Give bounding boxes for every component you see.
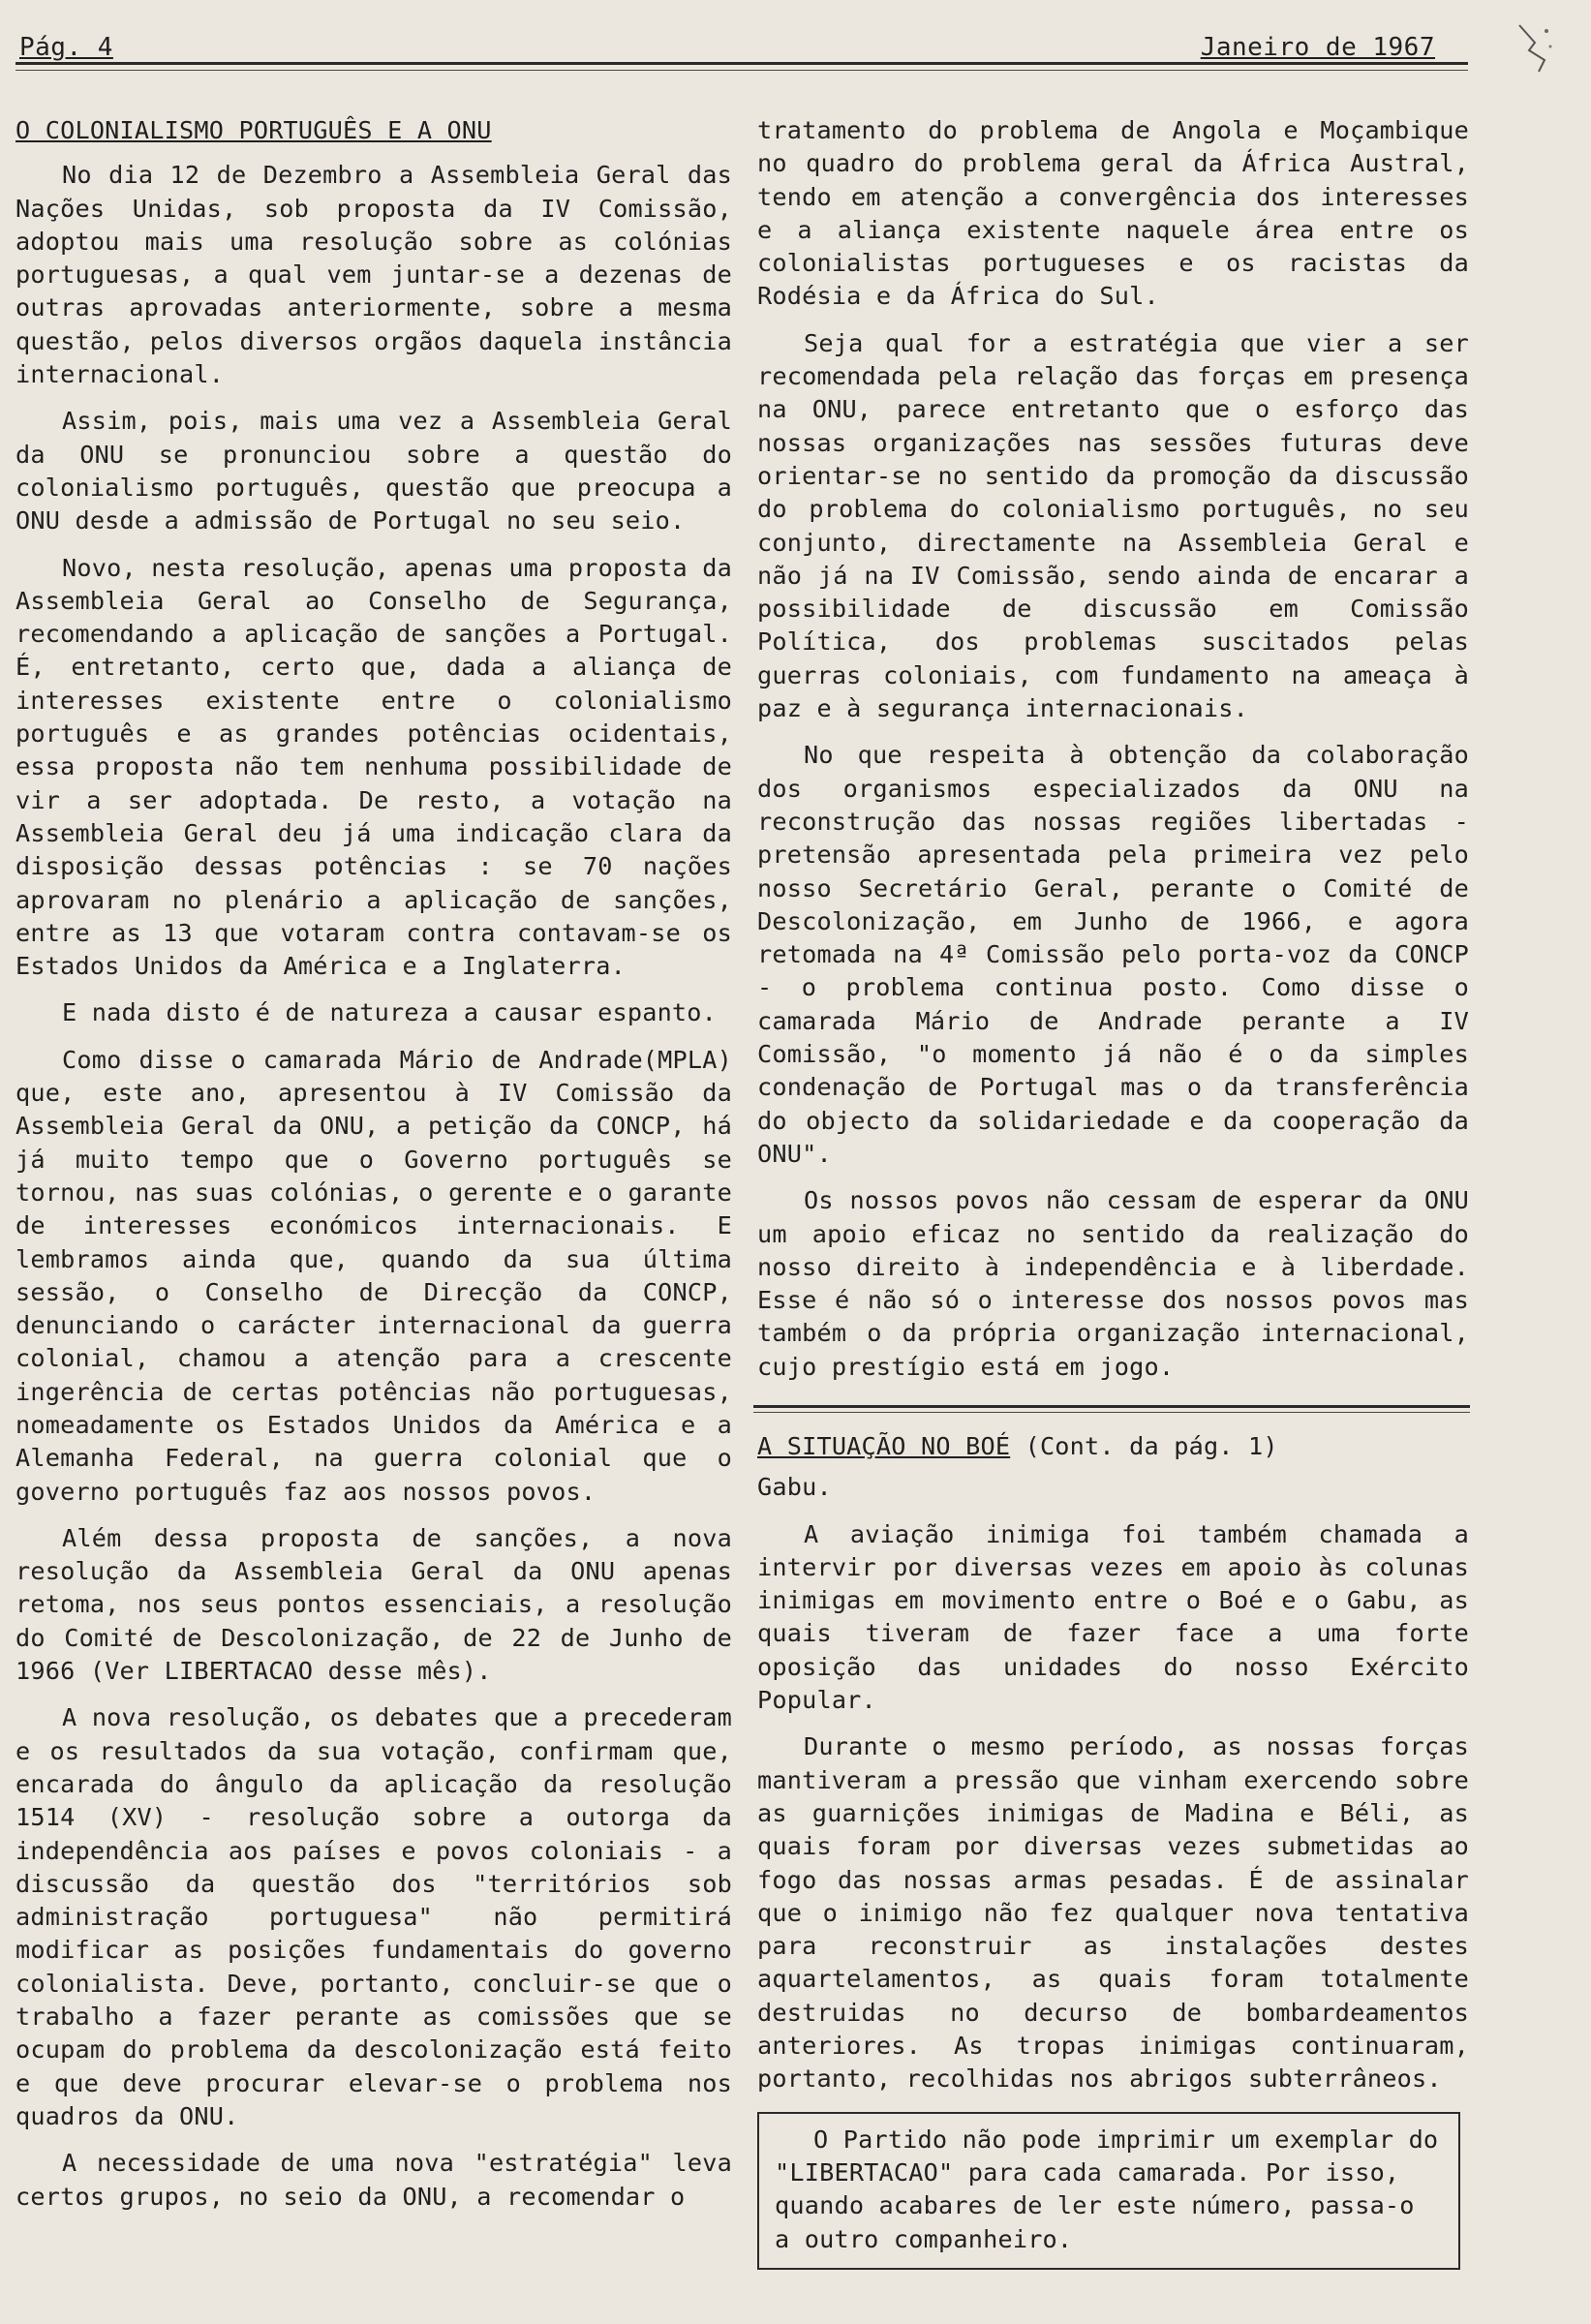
article-heading <box>757 1430 1469 1463</box>
paragraph: Gabu. <box>757 1473 832 1502</box>
paragraph: E nada disto é de natureza a causar espanto. <box>62 998 718 1027</box>
paragraph: A aviação inimiga foi também chamada a intervir por diversas vezes em apoio às colunas inimigas em movimento entre o Boé e o Gabu, as quais tiveram de fazer face a uma forte oposição das unidades do nosso Exército Popular. <box>757 1519 1469 1715</box>
article-title: O COLONIALISMO PORTUGUÊS E A ONU <box>15 116 492 144</box>
issue-date: Janeiro de 1967 <box>1200 33 1435 62</box>
paragraph: Os nossos povos não cessam de esperar da ONU um apoio eficaz no sentido da realização do nosso direito à independência e à liberdade. Esse é não só o interesse dos nossos povos mas também o da própria organização internacional, cujo prestígio está em jogo. <box>757 1186 1469 1381</box>
ink-smudge-icon <box>1515 21 1554 79</box>
section-divider <box>753 1405 1470 1408</box>
page-number: Pág. 4 <box>19 33 113 62</box>
continuation-note: (Cont. da pág. 1) <box>1025 1431 1278 1460</box>
paragraph: A nova resolução, os debates que a precederam e os resultados da sua votação, confirmam que, encarada do ângulo da aplicação da resolução 1514 (XV) - resolução sobre a outorga da independência aos países e povos coloniais - a discussão da questão dos "territórios sob administração portuguesa" não permitirá modificar as posições fundamentais do governo colonialista. Deve, portanto, concluir-se que o trabalho a fazer perante as comissões que se ocupam do problema da descolonização está feito e que deve procurar elevar-se o problema nos quadros da ONU. <box>15 1703 732 2130</box>
header-rule <box>15 70 1468 71</box>
notice-box <box>757 2112 1460 2270</box>
paragraph: Seja qual for a estratégia que vier a ser recomendada pela relação das forças em presença na ONU, parece entretanto que o esforço das nossas organizações nas sessões futuras deve orientar-se no sentido da promoção da discussão do problema do colonialismo português, no seu conjunto, directamente na Assembleia Geral e não já na IV Comissão, sendo ainda de encarar a possibilidade de discussão em Comissão Política, dos problemas suscitados pelas guerras coloniais, com fundamento na ameaça à paz e à segurança internacionais. <box>757 328 1469 723</box>
paragraph: No dia 12 de Dezembro a Assembleia Geral das Nações Unidas, sob proposta da IV Comissão, adoptou mais uma resolução sobre as colónias portuguesas, a qual vem juntar-se a dezenas de outras aprovadas anteriormente, sobre a mesma questão, pelos diversos orgãos daquela instância internacional. <box>15 161 732 389</box>
section-divider-thin <box>753 1412 1470 1413</box>
paragraph: tratamento do problema de Angola e Moçambique no quadro do problema geral da África Austral, tendo em atenção a convergência dos interesses e a aliança existente naquele área entre os colonialistas portugueses e os racistas da Rodésia e da África do Sul. <box>757 116 1469 311</box>
notice-text: O Partido não pode imprimir um exemplar do "LIBERTACAO" para cada camarada. Por isso, quando acabares de ler este número, passa-o a outro companheiro. <box>775 2125 1439 2253</box>
right-column <box>757 114 1469 2270</box>
paragraph: Como disse o camarada Mário de Andrade(MPLA) que, este ano, apresentou à IV Comissão da Assembleia Geral da ONU, a petição da CONCP, há já muito tempo que o Governo português se tornou, nas suas colónias, o gerente e o garante de interesses económicos internacionais. E lembramos ainda que, quando da sua última sessão, o Conselho de Direcção da CONCP, denunciando o carácter internacional da guerra colonial, chamou a atenção para a crescente ingerência de certas potências não portuguesas, nomeadamente os Estados Unidos da América e a Alemanha Federal, na guerra colonial que o governo português faz aos nossos povos. <box>15 1045 732 1506</box>
paragraph: Novo, nesta resolução, apenas uma proposta da Assembleia Geral ao Conselho de Segurança, recomendando a aplicação de sanções a Portugal. É, entretanto, certo que, dada a aliança de interesses existente entre o colonialismo português e as grandes potências ocidentais, essa proposta não tem nenhuma possibilidade de vir a ser adoptada. De resto, a votação na Assembleia Geral deu já uma indicação clara da disposição dessas potências : se 70 nações aprovaram no plenário a aplicação de sanções, entre as 13 que votaram contra contavam-se os Estados Unidos da América e a Inglaterra. <box>15 553 732 981</box>
paragraph: Além dessa proposta de sanções, a nova resolução da Assembleia Geral da ONU apenas retoma, nos seus pontos essenciais, a resolução do Comité de Descolonização, de 22 de Junho de 1966 (Ver LIBERTACAO desse mês). <box>15 1523 732 1686</box>
article-title: A SITUAÇÃO NO BOÉ <box>757 1431 1011 1460</box>
paragraph: No que respeita à obtenção da colaboração dos organismos especializados da ONU na reconstrução das nossas regiões libertadas - pretensão apresentada pela primeira vez pelo nosso Secretário Geral, perante o Comité de Descolonização, em Junho de 1966, e agora retomada na 4ª Comissão pelo porta-voz da CONCP - o problema continua posto. Como disse o camarada Mário de Andrade perante a IV Comissão, "o momento já não é o da simples condenação de Portugal mas o da transferência do objecto da solidariedade e da cooperação da ONU". <box>757 741 1469 1168</box>
paragraph: Assim, pois, mais uma vez a Assembleia Geral da ONU se pronunciou sobre a questão do colonialismo português, questão que preocupa a ONU desde a admissão de Portugal no seu seio. <box>15 407 732 535</box>
paragraph: A necessidade de uma nova "estratégia" leva certos grupos, no seio da ONU, a recomendar o <box>15 2149 732 2211</box>
left-column <box>15 114 732 2227</box>
page-header <box>15 29 1468 65</box>
paragraph: Durante o mesmo período, as nossas forças mantiveram a pressão que vinham exercendo sobre as guarnições inimigas de Madina e Béli, as quais foram por diversas vezes submetidas ao fogo das nossas armas pesadas. É de assinalar que o inimigo não fez qualquer nova tentativa para reconstruir as instalações destes aquartelamentos, as quais foram totalmente destruidas no decurso de bombardeamentos anteriores. As tropas inimigas continuaram, portanto, recolhidas nos abrigos subterrâneos. <box>757 1732 1469 2094</box>
